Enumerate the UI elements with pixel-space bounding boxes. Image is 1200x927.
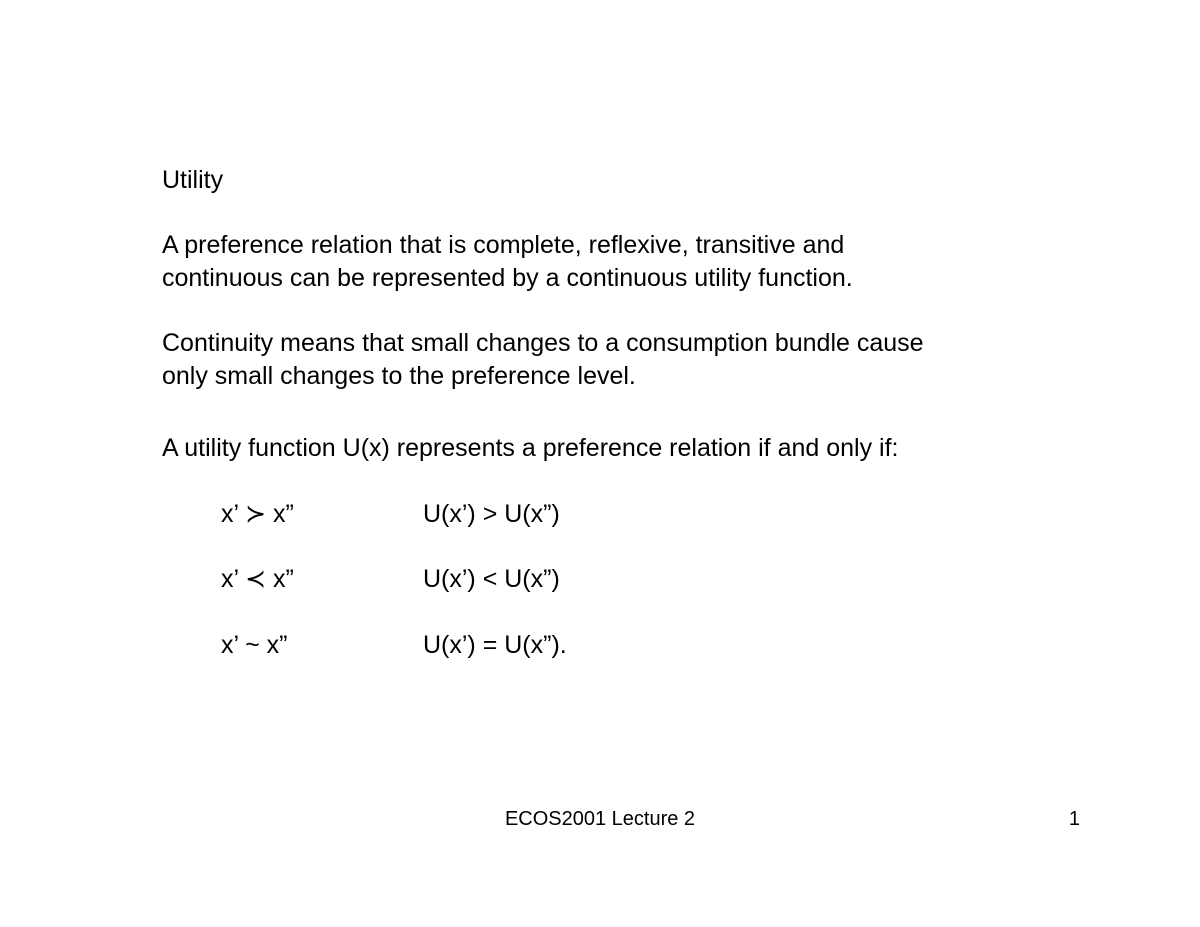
relation-utility: U(x’) > U(x”) <box>423 500 560 528</box>
paragraph-line: Continuity means that small changes to a consumption bundle cause <box>162 329 924 357</box>
slide-title: Utility <box>162 166 224 194</box>
footer-page-number: 1 <box>1068 808 1080 830</box>
paragraph-utility-definition: A utility function U(x) represents a preference relation if and only if: <box>162 434 899 462</box>
relation-utility: U(x’) = U(x”). <box>423 631 567 659</box>
paragraph-line: A preference relation that is complete, reflexive, transitive and <box>162 231 845 259</box>
relation-preference: x’ ~ x” <box>221 631 288 659</box>
relation-preference: x’ ≻ x” <box>221 500 294 528</box>
paragraph-line: only small changes to the preference level. <box>162 362 636 390</box>
paragraph-continuity <box>162 327 924 393</box>
paragraph-representation <box>162 229 853 295</box>
paragraph-line: continuous can be represented by a continuous utility function. <box>162 264 853 292</box>
relation-preference: x’ ≺ x” <box>221 565 294 593</box>
footer-course-label: ECOS2001 Lecture 2 <box>504 808 696 830</box>
relation-utility: U(x’) < U(x”) <box>423 565 560 593</box>
